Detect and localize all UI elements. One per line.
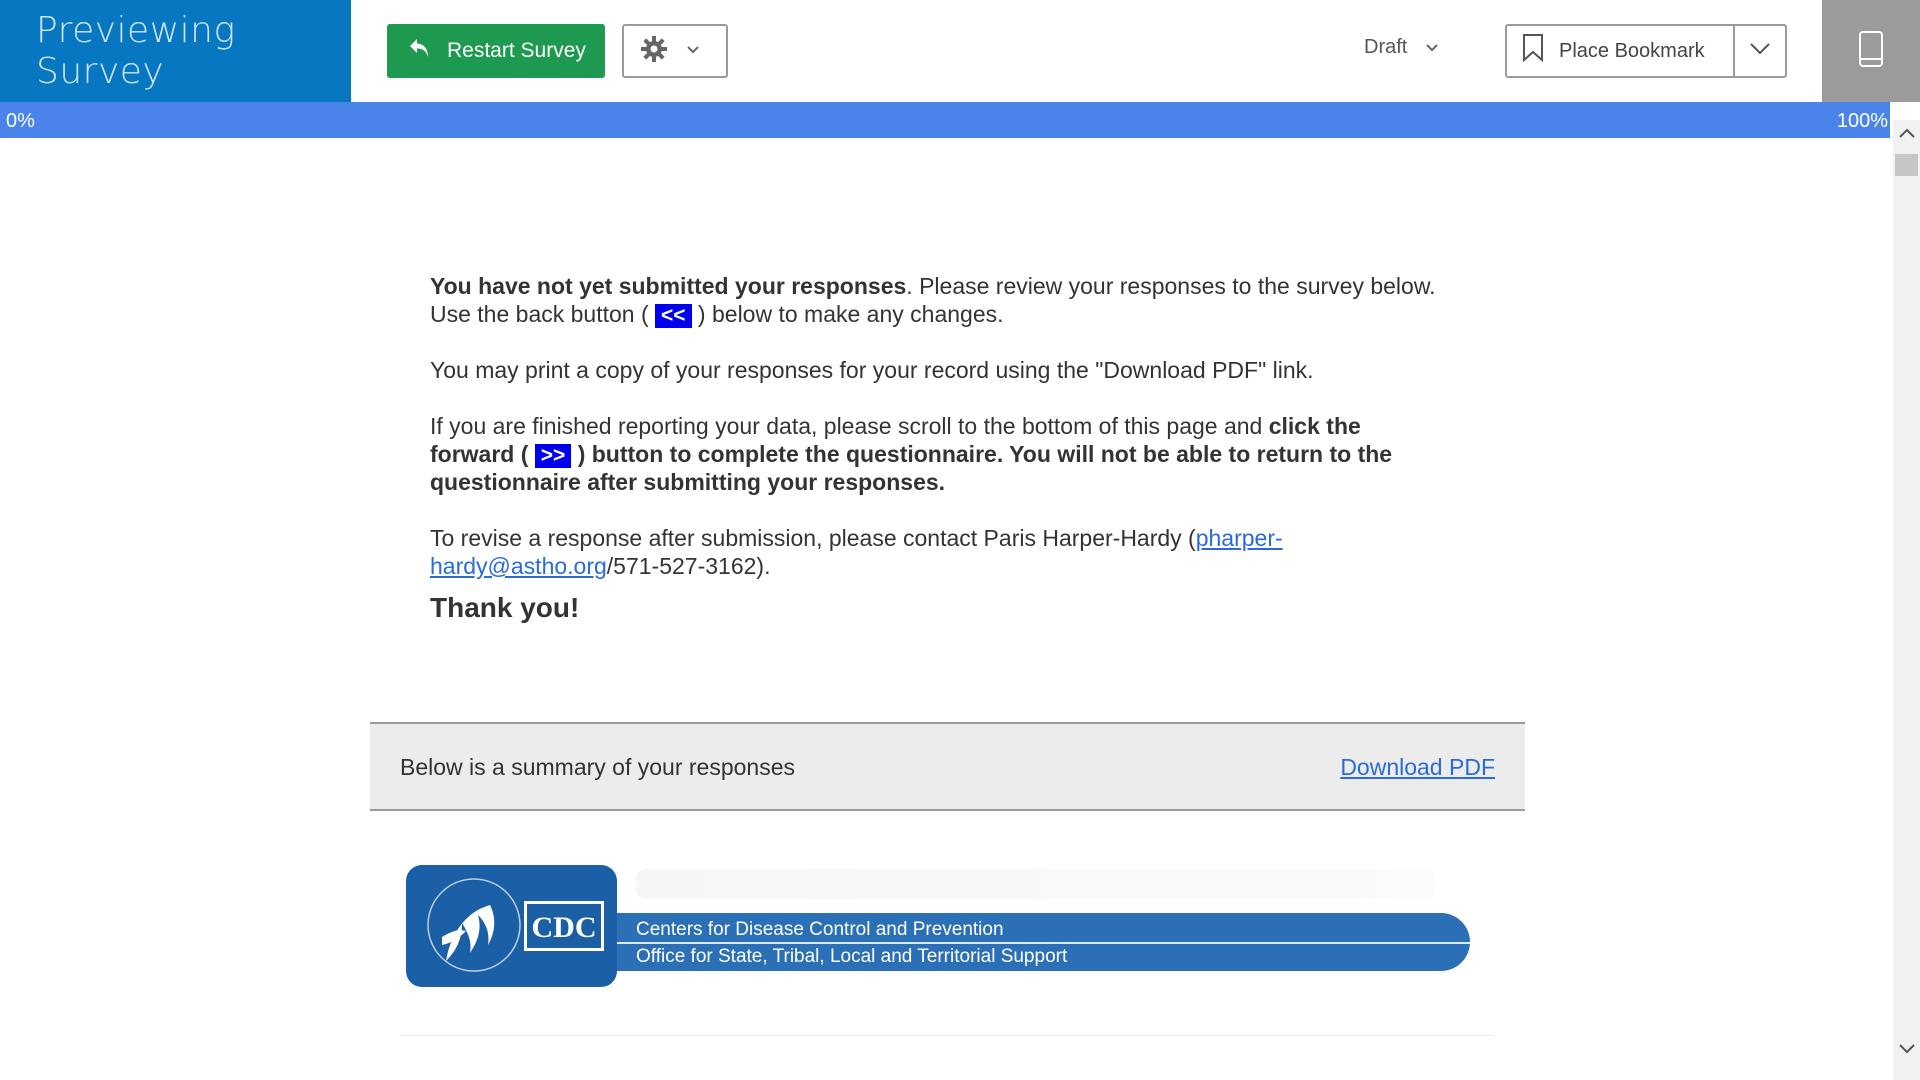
draft-label: Draft [1364, 36, 1408, 58]
mobile-preview-toggle[interactable] [1822, 0, 1920, 102]
undo-arrow-icon [407, 36, 447, 66]
restart-survey-label: Restart Survey [447, 39, 586, 62]
vertical-scrollbar[interactable] [1893, 120, 1920, 1080]
cdc-logo-text: CDC [531, 911, 597, 944]
cdc-banner-image [406, 865, 1470, 987]
bookmark-control [1505, 24, 1787, 78]
gear-icon [640, 35, 668, 68]
chevron-down-icon [1425, 36, 1439, 59]
thank-you-heading: Thank you! [430, 592, 580, 623]
download-pdf-link[interactable]: Download PDF [1340, 754, 1495, 780]
chevron-down-icon [686, 42, 700, 60]
back-button-badge: << [655, 304, 692, 328]
scroll-up-arrow-icon[interactable] [1893, 120, 1920, 146]
restart-survey-button[interactable] [387, 24, 605, 78]
summary-text: Below is a summary of your responses [400, 754, 795, 780]
not-submitted-paragraph: You have not yet submitted your responses. Please review your responses to the survey below. Use the back button ( << ) below to make any changes. [430, 273, 1436, 327]
banner-title-bar [606, 913, 1470, 971]
bookmark-dropdown-button[interactable] [1733, 26, 1785, 76]
progress-end-label: 100% [1836, 110, 1888, 132]
print-copy-paragraph: You may print a copy of your responses for your record using the "Download PDF" link. [430, 357, 1314, 383]
not-submitted-heading: You have not yet submitted your responses [430, 273, 907, 299]
scrollbar-thumb[interactable] [1895, 154, 1918, 176]
scroll-down-arrow-icon[interactable] [1893, 1036, 1920, 1062]
content-divider [400, 1035, 1494, 1036]
chevron-down-icon [1749, 42, 1771, 61]
banner-line-1: Centers for Disease Control and Prevention [636, 919, 1004, 940]
cdc-logo [406, 865, 617, 987]
progress-start-label: 0% [6, 110, 35, 132]
banner-faded-heading [636, 869, 1436, 899]
tablet-icon [1858, 30, 1884, 73]
top-bar [0, 0, 1920, 102]
draft-version-dropdown[interactable] [1364, 36, 1439, 59]
bookmark-icon [1521, 33, 1559, 69]
end-of-survey-message [430, 272, 1450, 622]
settings-dropdown-button[interactable] [622, 24, 728, 78]
forward-button-badge: >> [535, 444, 572, 468]
banner-line-2: Office for State, Tribal, Local and Territorial Support [636, 946, 1068, 967]
contact-paragraph: To revise a response after submission, please contact Paris Harper-Hardy (pharper-hardy@astho.org/571-527-3162). [430, 525, 1283, 579]
place-bookmark-label: Place Bookmark [1559, 39, 1705, 62]
finish-instructions-paragraph: If you are finished reporting your data, please scroll to the bottom of this page and click the forward ( >> ) button to complete the questionnaire. You will not be able to return to the questionnaire after submitting your responses. [430, 413, 1393, 495]
contact-email-link[interactable]: pharper-hardy@astho.org [430, 525, 1283, 579]
brand-title: Previewing Survey [0, 0, 351, 102]
place-bookmark-button[interactable] [1507, 26, 1733, 76]
response-summary-bar [370, 722, 1525, 811]
progress-bar [0, 102, 1890, 138]
